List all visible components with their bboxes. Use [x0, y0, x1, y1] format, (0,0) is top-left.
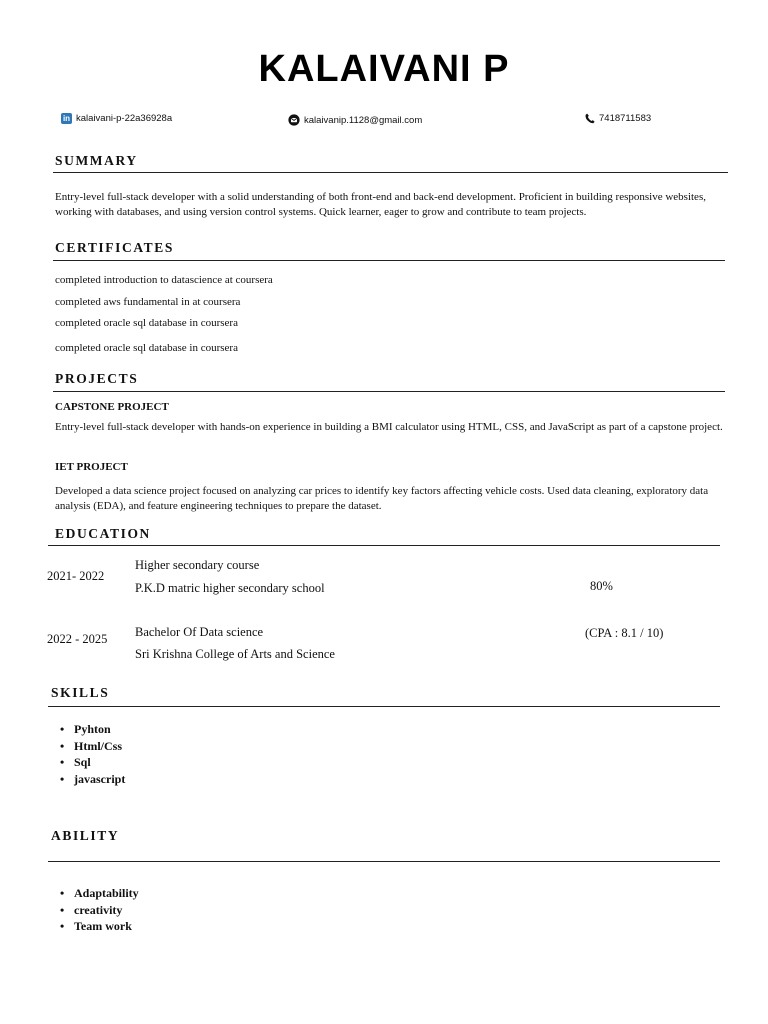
- project-title: CAPSTONE PROJECT: [55, 401, 169, 413]
- skill-item: • Html/Css: [56, 738, 125, 755]
- education-score: (CPA : 8.1 / 10): [585, 626, 664, 640]
- ability-item: • creativity: [56, 902, 139, 919]
- skill-item: • javascript: [56, 771, 125, 788]
- projects-heading: PROJECTS: [55, 371, 139, 386]
- skill-item: • Sql: [56, 754, 125, 771]
- linkedin-contact[interactable]: [61, 113, 172, 124]
- education-score: 80%: [590, 579, 613, 593]
- education-institution: P.K.D matric higher secondary school: [135, 581, 325, 595]
- project-title: IET PROJECT: [55, 461, 128, 473]
- ability-item: • Team work: [56, 918, 139, 935]
- project-description: Developed a data science project focused on analyzing car prices to identify key factors affecting vehicle costs. Used data cleaning, exploratory data analysis (EDA), and feature engineering techniques to prepare the dataset.: [55, 485, 709, 512]
- ability-item: • Adaptability: [56, 885, 139, 902]
- email-address[interactable]: kalaivanip.1128@gmail.com: [304, 114, 423, 126]
- email-icon: [288, 114, 300, 126]
- project-description: Entry-level full-stack developer with hands-on experience in building a BMI calculator using HTML, CSS, and JavaScript as part of a capstone project.: [55, 421, 723, 433]
- education-years: 2022 - 2025: [47, 632, 108, 646]
- certificate-item: completed oracle sql database in coursera: [55, 317, 238, 329]
- education-course: Higher secondary course: [135, 558, 260, 572]
- certificate-item: completed introduction to datascience at coursera: [55, 274, 273, 286]
- certificate-item: completed oracle sql database in coursera: [55, 342, 238, 354]
- education-heading: EDUCATION: [55, 526, 151, 541]
- education-years: 2021- 2022: [47, 569, 105, 583]
- phone-number[interactable]: 7418711583: [599, 113, 652, 124]
- certificates-heading: CERTIFICATES: [55, 240, 174, 255]
- education-institution: Sri Krishna College of Arts and Science: [135, 647, 335, 661]
- skill-item: • Pyhton: [56, 721, 125, 738]
- section-divider: [53, 260, 725, 261]
- linkedin-icon: in: [62, 114, 71, 123]
- section-divider: [53, 391, 725, 392]
- skills-heading: SKILLS: [51, 685, 110, 700]
- section-divider: [53, 172, 728, 173]
- linkedin-handle[interactable]: kalaivani-p-22a36928a: [76, 113, 173, 124]
- section-divider: [48, 545, 720, 546]
- certificate-item: completed aws fundamental in at coursera: [55, 296, 241, 308]
- email-contact[interactable]: [288, 114, 422, 126]
- ability-heading: ABILITY: [51, 828, 120, 843]
- phone-icon: [585, 113, 595, 124]
- skills-list: [56, 721, 125, 787]
- section-divider: [48, 706, 720, 707]
- candidate-name: KALAIVANI P: [258, 48, 510, 90]
- education-course: Bachelor Of Data science: [135, 625, 264, 639]
- phone-contact[interactable]: [585, 113, 651, 124]
- ability-list: [56, 885, 139, 935]
- summary-text: Entry-level full-stack developer with a solid understanding of both front-end and back-end development. Proficient in building responsive websites, working with databases, and using version control systems. Quick learner, eager to grow and contribute to team projects.: [55, 191, 706, 218]
- summary-heading: SUMMARY: [55, 153, 138, 168]
- section-divider: [48, 861, 720, 862]
